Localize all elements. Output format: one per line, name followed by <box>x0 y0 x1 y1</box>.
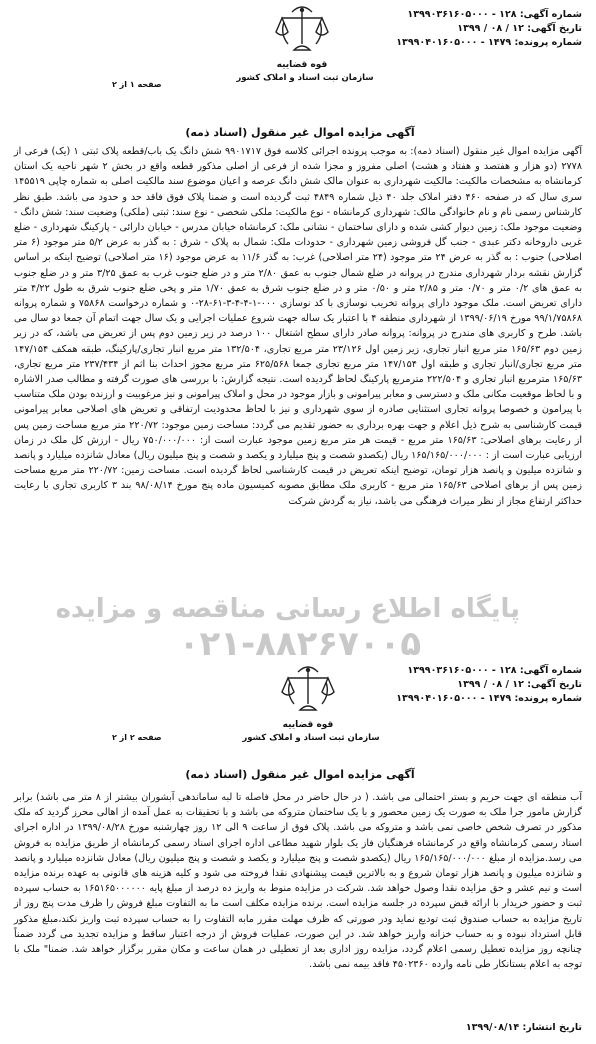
judiciary-emblem-icon <box>276 664 340 718</box>
publish-date: تاریخ انتشار: ۱۳۹۹/۰۸/۱۴ <box>465 1022 582 1033</box>
page-number: صفحه ۲ از ۲ <box>112 733 162 742</box>
watermark-phone: ۰۲۱-۸۸۲۶۷۰۰۵ <box>178 624 422 664</box>
announcement-date: تاریخ آگهی: ۱۲ / ۰۸ / ۱۳۹۹ <box>457 679 582 690</box>
announcement-meta <box>362 8 582 50</box>
judiciary-name: قوه قضاییه <box>282 720 334 730</box>
announcement-number: شماره آگهی: ۱۲۸ - ۱۳۹۹۰۳۶۱۶۰۵۰۰۰ <box>407 665 582 676</box>
judiciary-emblem-icon <box>270 4 334 58</box>
announcement-meta <box>352 664 582 706</box>
registration-org-name: سازمان ثبت اسناد و املاک کشور <box>242 733 380 743</box>
notice-title: آگهی مزایده اموال غیر منقول (اسناد ذمه) <box>185 126 415 139</box>
announcement-number: شماره آگهی: ۱۲۸ - ۱۳۹۹۰۳۶۱۶۰۵۰۰۰ <box>407 9 582 20</box>
watermark-text: پایگاه اطلاع رسانی مناقصه و مزایده <box>55 594 520 624</box>
judiciary-name: قوه قضاییه <box>276 60 328 70</box>
notice-title: آگهی مزایده اموال غیر منقول (اسناد ذمه) <box>185 768 415 781</box>
notice-body: آب منطقه ای جهت حریم و بستر احتمالی می باشد. ( در حال حاضر در محل فاصله تا لبه ساماندهی آبشوران بیشتر از ۸ متر می باشد) برابر گزارش مامور جرا ملک به صورت یک زمین محصور و با یک ساختمان متروکه می باشد و با تحقیقات به عمل آمده از اهالی محرز گردید که ملک مذکور در تصرف شخص خاصی نمی باشد و متروکه می باشد. پلاک فوق از ساعت ۹ الی ۱۲ روز چهارشنبه مورخ ۱۳۹۹/۰۸/۲۸ در اداره اجرای اسناد رسمی کرمانشاه واقع در کرمانشاه فرهنگیان فاز یک بلوار شهید مطاعی اداره اجرای اسناد رسمی کرمانشاه از طریق مزایده به فروش می رسد.مزایده از مبلغ ۱۶۵/۱۶۵/۰۰۰/۰۰۰ ریال (یکصدو شصت و پنج میلیارد و یکصد و شصت و پنج میلیون ریال) معادل شانزده میلیارد و پانصد و شانزده میلیون و پانصد هزار تومان شروع و به بالاترین قیمت پیشنهادی نقدا فروخته می شود و کلیه هزینه های قانونی به عهده برنده مزایده است و نیم عشر و حق مزایده نقدا وصول خواهد شد. شرکت در مزایده منوط به واریز ده درصد از مبلغ پایه ۱۶۵۱۶۵۰۰۰۰۰۰ به حساب سپرده ثبت و حضور خریدار با ارائه قبض سپرده در جلسه مزایده است. برنده مزایده مکلف است ما به التفاوت مبلغ فروش را ظرف مدت پنج روز از تاریخ مزایده به حساب صندوق ثبت تودیع نماید ودر صورتی که ظرف مهلت مقرر مابه التفاوت را به حساب سپرده ثبت واریز نکند،مبلغ مذکور قابل استرداد نبوده و به حساب خزانه واریز خواهد شد. در این صورت، عملیات فروش از درجه اعتبار ساقط و مزایده تجدید می گردد ضمناً چنانچه روز مزایده تعطیل رسمی اعلام گردد، مزایده روز اداری بعد از تعطیلی در همان ساعت و مکان مقرر برگزار خواهد شد. ضمنا" ملک با توجه به اعلام بستانکار طی نامه وارده ۴۵۰۲۳۶۰ فاقد بیمه نمی باشد. <box>14 792 582 971</box>
announcement-date: تاریخ آگهی: ۱۲ / ۰۸ / ۱۳۹۹ <box>457 23 582 34</box>
registration-org-name: سازمان ثبت اسناد و املاک کشور <box>236 73 374 83</box>
page-number: صفحه ۱ از ۲ <box>112 80 162 89</box>
case-number: شماره پرونده: ۱۴۷۹ - ۱۳۹۹۰۴۰۱۶۰۵۰۰۰ <box>396 693 582 704</box>
notice-body: آگهی مزایده اموال غیر منقول (اسناد ذمه): به موجب پرونده اجرائی کلاسه فوق ۹۹۰۱۷۱۷ شش دانگ یک باب/قطعه پلاک ثبتی ۱ (یک) فرعی از ۲۷۷۸ (دو هزار و هفتصد و هفتاد و هشت) اصلی مفروز و مجزا شده از فرعی از اصلی مذکور قطعه واقع در بخش ۲ شهر ناحیه یک استان کرمانشاه به مشخصات مالکیت: مالکیت شهرداری به عنوان مالک شش دانگ عرصه و اعیان موضوع سند مالکیت اصلی به شماره چاپی ۱۴۵۵۱۹ سری سال که در صفحه ۴۶۰ دفتر املاک جلد ۴۰ ذیل شماره ۴۸۴۹ ثبت گردیده است و ضمنا پلاک فوق فاقد حد و حدود می باشد. طبق نظر کارشناس رسمی نام و نام خانوادگی مالک: شهرداری کرمانشاه - نوع مالکیت: ملکی شخصی - نوع سند: ثبتی (ملکی) وضعیت سند: شش دانگ - وضعیت موجود ملک: زمین دیوار کشی شده و دارای ساختمان - نشانی ملک: کرمانشاه خیابان مدرس - خیابان دارائی - پارکینگ شهرداری - ضلع غربی داروخانه دکتر عبدی - جنب گل فروشی زمین شهرداری - حدودات ملک: شمال به پلاک - شرق : به گذر به عرض ۵/۲ متر موجود (۶ متر اصلاحی) جنوب : به گذر به عرض ۲۴ متر موجود (۲۴ متر اصلاحی) غرب: به گذر ۱۱/۶ به عرض موجود (۱۶ متر اصلاحی) توضیح اینکه بر اساس گزارش نقشه بردار شهرداری مندرج در پروانه در ضلع شمال جنوب به عمق ۲/۸۰ متر و در ضلع جنوب غرب به عمق ۳/۲۵ متر و در ضلع جنوب به عمق های ۰/۲ متر و ۰/۷۰ متر و ۲/۸۵ متر و ۰/۵۰ متر و در ضلع جنوب شرق به عمق ۱/۷۰ متر و پخی ضلع جنوب شرق به طول ۴/۲۲ متر دارای تعریض است. ملک موجود دارای پروانه تخریب نوسازی با کد نوسازی ۰۰۰-۱-۴-۴-۳-۶۱-۲۸-۰ و شماره درخواست ۷۵۸۶۸ و شماره پروانه ۹۹/۱/۷۵۸۶۸ مورخ ۱۳۹۹/۰۶/۱۹ از شهرداری منطقه ۴ با اعتبار یک ساله جهت شروع عملیات اجرایی و یک سال جهت اتمام آن جمعا دو سال می باشد. طرح و کاربری های مندرج در پروانه: پروانه صادر دارای سطح اشتغال ۱۰۰ درصد در زیر زمین دوم پس از تعریض می باشد، که در زیر زمین دوم ۱۶۵/۶۳ متر مربع انبار تجاری، زیر زمین اول ۲۳/۱۲۶ متر مربع تجاری، ۱۳۲/۵۰۴ متر مربع انبار تجاری/پارکینگ، طبقه همکف ۱۴۷/۱۵۴ متر مربع تجاری/انبار تجاری و طبقه اول ۱۴۷/۱۵۴ متر مربع تجاری جمعا ۶۲۵/۵۶۸ متر مربع مجوز احداث بنا اثم از ۲۳۷/۴۳۴ متر مربع تجاری، ۱۶۵/۶۳ مترمربع انبار تجاری و ۲۲۲/۵۰۴ مترمربع پارکینگ لحاظ گردیده است. نتیجه گزارش: با بررسی های صورت گرفته و مطالب صدر الاشاره و با لحاظ موقعیت مکانی ملک و دسترسی و معابر پیرامونی و بازار موجود در محل و املاک پیرامونی و نیز مرغوبیت و ارزنده بودن ملک متناسب با پیرامون و خصوصا پروانه تجاری استثنایی صادره از سوی شهرداری و نیز با لحاظ محدودیت ارتفاقی و تعریض های اصلاحی معابر پیرامونی قیمت کارشناسی به شرح ذیل اعلام و جهت بهره برداری به حضور تقدیم می گردد: مساحت زمین موجود: ۲۲۰/۷۲ متر مربع مساحت زمین پس از رعایت برهای اصلاحی: ۱۶۵/۶۳ متر مربع - قیمت هر متر مربع زمین موجود عبارت است از: ۷۵۰/۰۰۰/۰۰۰ ریال - ارزش کل ملک در زمان ارزیابی عبارت است از : ۱۶۵/۱۶۵/۰۰۰/۰۰۰ ریال (یکصدو شصت و پنج میلیارد و یکصد و شصت و پنج میلیون ریال) معادل شانزده میلیارد و پانصد و شانزده میلیون و پانصد هزار تومان، توضیح اینکه تعریض در قیمت کارشناسی لحاظ گردیده است. مساحت زمین: ۲۲۰/۷۲ متر مربع مساحت زمین پس از برهای اصلاحی ۱۶۵/۶۳ متر مربع - کاربری ملک مطابق مصوبه کمیسیون ماده پنج مورخ ۹۸/۰۸/۱۴ بند ۳ کاربری تجاری با رعایت حداکثر ارتفاع مجاز از نظر میراث فرهنگی می باشد، نیاز به گردش شرکت <box>14 146 583 507</box>
case-number: شماره پرونده: ۱۴۷۹ - ۱۳۹۹۰۴۰۱۶۰۵۰۰۰ <box>396 37 582 48</box>
